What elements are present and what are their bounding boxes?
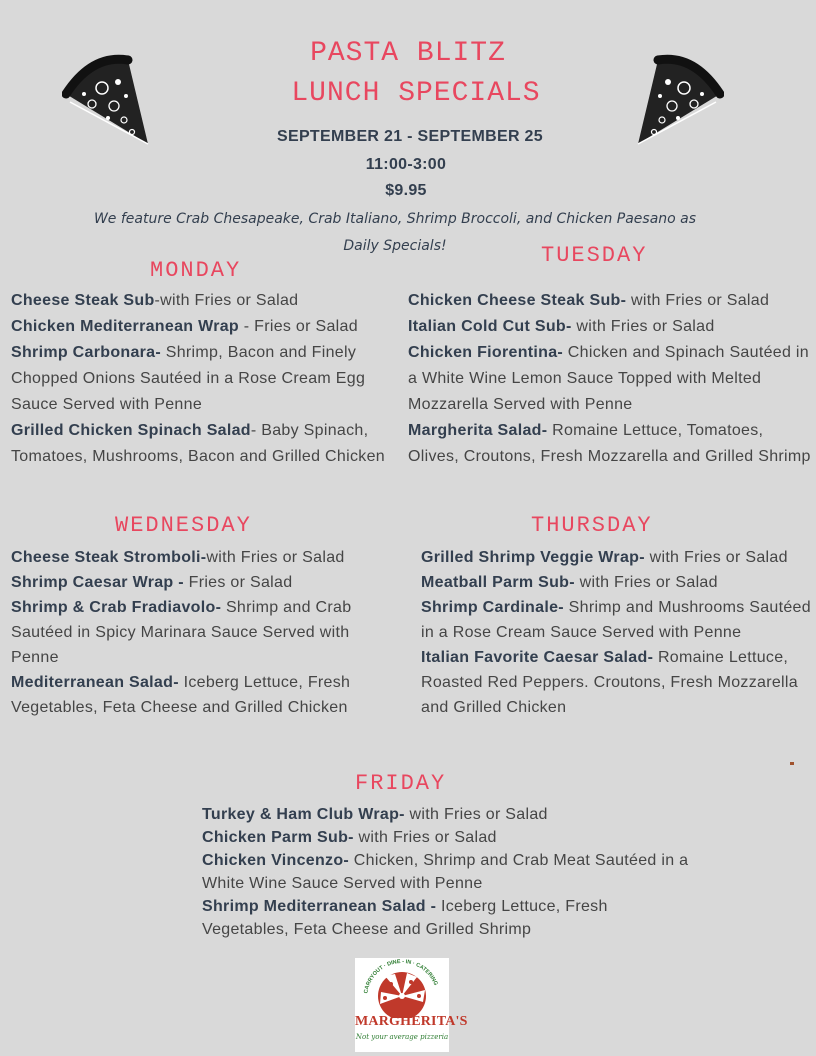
menu-item-name: Cheese Steak Sub — [11, 292, 155, 309]
wednesday-heading: WEDNESDAY — [115, 513, 252, 538]
menu-item-name: Shrimp Caesar Wrap - — [11, 574, 184, 591]
menu-item-name: Italian Favorite Caesar Salad- — [421, 649, 654, 666]
menu-item — [11, 340, 406, 418]
menu-item — [202, 826, 692, 849]
price: $9.95 — [385, 182, 427, 199]
logo-arc-text: CARRYOUT · DINE - IN · CATERING — [363, 958, 439, 994]
menu-item-desc: Shrimp and Mushrooms Sautéed in a Rose Cream Sauce Served with Penne — [421, 599, 811, 641]
menu-item-name: Grilled Chicken Spinach Salad — [11, 422, 251, 439]
menu-title: PASTA BLITZ — [310, 38, 506, 69]
menu-item-name: Chicken Fiorentina- — [408, 344, 564, 361]
menu-item — [408, 314, 813, 340]
featured-line-1: We feature Crab Chesapeake, Crab Italiano, Shrimp Broccoli, and Chicken Paesano as — [93, 211, 697, 227]
menu-item — [11, 418, 406, 470]
menu-item — [421, 570, 816, 595]
menu-item-name: Shrimp & Crab Fradiavolo- — [11, 599, 222, 616]
menu-item — [11, 595, 391, 670]
logo-tagline: Not your average pizzeria — [355, 1033, 449, 1041]
friday-menu — [202, 803, 692, 941]
monday-menu — [11, 288, 406, 470]
menu-item-name: Chicken Vincenzo- — [202, 852, 350, 869]
menu-item-desc: with Fries or Salad — [644, 549, 788, 566]
menu-item — [11, 314, 406, 340]
menu-item-desc: Romaine Lettuce, Roasted Red Peppers. Croutons, Fresh Mozzarella and Grilled Chicken — [421, 649, 798, 716]
menu-item-desc: with Fries or Salad — [404, 806, 548, 823]
featured-line-2: Daily Specials! — [343, 238, 447, 254]
menu-item-desc: - Baby Spinach, Tomatoes, Mushrooms, Bacon and Grilled Chicken — [11, 422, 385, 465]
menu-item-desc: Chicken and Spinach Sautéed in a White Wine Lemon Sauce Topped with Melted Mozzarella Served with Penne — [408, 344, 809, 413]
hours: 11:00-3:00 — [365, 156, 447, 173]
menu-item-desc: with Fries or Salad — [574, 574, 718, 591]
menu-item-name: Mediterranean Salad- — [11, 674, 179, 691]
menu-item-name: Chicken Mediterranean Wrap — [11, 318, 240, 335]
tuesday-menu — [408, 288, 813, 470]
menu-item-name: Meatball Parm Sub- — [421, 574, 575, 591]
margheritas-logo — [355, 958, 468, 1052]
monday-heading: MONDAY — [150, 258, 242, 283]
wednesday-menu — [11, 545, 391, 720]
menu-item-name: Margherita Salad- — [408, 422, 548, 439]
menu-subtitle: LUNCH SPECIALS — [291, 78, 541, 109]
menu-item — [11, 545, 391, 570]
logo-name: MARGHERITA'S — [355, 1014, 468, 1029]
menu-item-desc: Iceberg Lettuce, Fresh Vegetables, Feta Cheese and Grilled Shrimp — [202, 898, 608, 938]
menu-item-desc: with Fries or Salad — [206, 549, 345, 566]
menu-item-desc: Romaine Lettuce, Tomatoes, Olives, Croutons, Fresh Mozzarella and Grilled Shrimp — [408, 422, 811, 465]
pizza-logo-icon — [355, 958, 449, 1018]
menu-item — [202, 803, 692, 826]
menu-item — [408, 340, 813, 418]
date-range: SEPTEMBER 21 - SEPTEMBER 25 — [277, 128, 543, 145]
menu-item-name: Turkey & Ham Club Wrap- — [202, 806, 405, 823]
menu-item-name: Shrimp Cardinale- — [421, 599, 564, 616]
menu-item — [421, 545, 816, 570]
menu-item-desc: -with Fries or Salad — [154, 292, 299, 309]
thursday-menu — [421, 545, 816, 720]
menu-item — [408, 288, 813, 314]
menu-item-desc: with Fries or Salad — [353, 829, 497, 846]
menu-item — [408, 418, 813, 470]
menu-item-desc: Fries or Salad — [183, 574, 293, 591]
menu-item-name: Italian Cold Cut Sub- — [408, 318, 572, 335]
thursday-heading: THURSDAY — [531, 513, 653, 538]
menu-item-name: Cheese Steak Stromboli- — [11, 549, 207, 566]
menu-item-desc: Shrimp and Crab Sautéed in Spicy Marinara Sauce Served with Penne — [11, 599, 352, 666]
menu-item-desc: with Fries or Salad — [571, 318, 715, 335]
menu-item — [421, 595, 816, 645]
menu-item-name: Chicken Cheese Steak Sub- — [408, 292, 627, 309]
menu-item-name: Shrimp Carbonara- — [11, 344, 162, 361]
menu-item-desc: - Fries or Salad — [239, 318, 358, 335]
menu-item-name: Shrimp Mediterranean Salad - — [202, 898, 437, 915]
menu-item-desc: Shrimp, Bacon and Finely Chopped Onions Sautéed in a Rose Cream Egg Sauce Served with Penne — [11, 344, 366, 413]
menu-item-desc: with Fries or Salad — [626, 292, 770, 309]
menu-item — [11, 670, 391, 720]
decorative-mark — [790, 762, 794, 765]
menu-item — [11, 570, 391, 595]
menu-item — [421, 645, 816, 720]
menu-item-desc: Iceberg Lettuce, Fresh Vegetables, Feta Cheese and Grilled Chicken — [11, 674, 351, 716]
menu-item — [202, 895, 692, 941]
menu-item-name: Chicken Parm Sub- — [202, 829, 354, 846]
menu-item-name: Grilled Shrimp Veggie Wrap- — [421, 549, 645, 566]
menu-item-desc: Chicken, Shrimp and Crab Meat Sautéed in a White Wine Sauce Served with Penne — [202, 852, 689, 892]
menu-item — [202, 849, 692, 895]
menu-item — [11, 288, 406, 314]
tuesday-heading: TUESDAY — [541, 243, 648, 268]
friday-heading: FRIDAY — [355, 771, 447, 796]
